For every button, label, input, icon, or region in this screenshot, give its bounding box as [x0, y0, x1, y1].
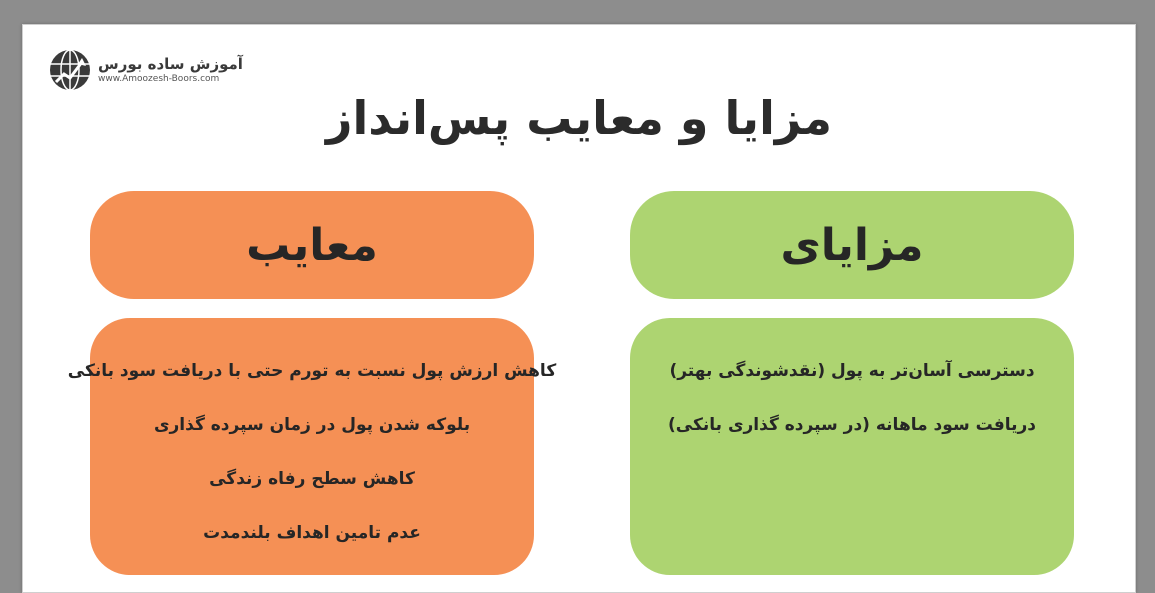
brand-name: آموزش ساده بورس [98, 55, 243, 73]
cons-list [67, 318, 557, 575]
cons-item: کاهش سطح رفاه زندگی [209, 469, 415, 489]
brand-text [98, 55, 243, 85]
pros-list [630, 318, 1074, 575]
cons-heading: معایب [246, 219, 378, 271]
pros-item: دسترسی آسان‌تر به پول (نقدشوندگی بهتر) [669, 361, 1035, 381]
page-title: مزایا و معایب پس‌انداز [326, 91, 832, 145]
pros-item: دریافت سود ماهانه (در سپرده گذاری بانکی) [668, 415, 1036, 435]
brand-url: www.Amoozesh-Boors.com [98, 74, 220, 84]
infographic-frame [22, 24, 1136, 593]
cons-item: کاهش ارزش پول نسبت به تورم حتی با دریافت سود بانکی [67, 361, 557, 381]
cons-item: عدم تامین اهداف بلندمدت [203, 523, 421, 543]
cons-heading-box [90, 191, 534, 299]
cons-item: بلوکه شدن پول در زمان سپرده گذاری [153, 415, 471, 435]
pros-heading: مزایای [780, 219, 924, 271]
pros-heading-box [630, 191, 1074, 299]
